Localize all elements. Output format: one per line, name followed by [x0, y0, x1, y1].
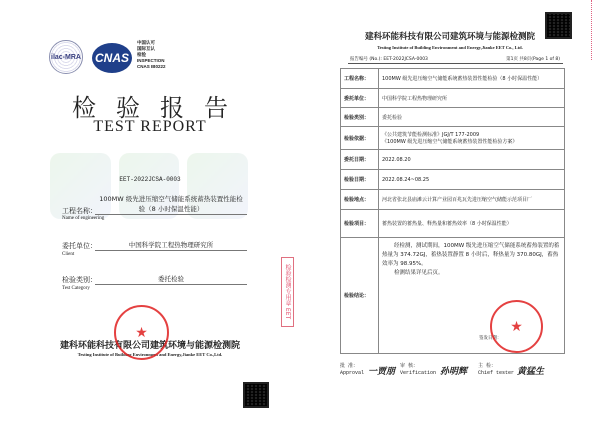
row-value: 蓄热装置的蓄热量、释热量和蓄热效率（8 小时保温性能） — [379, 210, 565, 238]
underline — [95, 250, 247, 251]
table-row — [341, 69, 565, 89]
client-value: 中国科学院工程热物理研究所 — [128, 241, 214, 249]
client-label: 委托单位： — [62, 242, 97, 250]
side-stamp-edge — [591, 0, 592, 60]
official-seal: ★ — [490, 300, 543, 353]
table-row — [341, 127, 565, 150]
report-number: 报告编号 (No.): EET-2022JCSA-0003 — [350, 57, 428, 62]
institute-name-en: Testing Institute of Building Environment and Energy,Jianke EET Co., Ltd. — [377, 45, 523, 50]
page-number: 第1页 共8页(Page 1 of 8) — [506, 57, 560, 62]
row-value: 2022.08.20 — [379, 150, 565, 170]
row-label: 检验日期： — [341, 170, 379, 190]
report-detail-page — [300, 0, 600, 423]
row-label: 工程名称： — [341, 69, 379, 89]
table-row — [341, 150, 565, 170]
category-label: 检验类别： — [62, 276, 97, 284]
institute-name-cn: 建科环能科技有限公司建筑环境与能源检测院 — [59, 341, 240, 351]
ilac-mra-logo: ilac-MRA — [49, 40, 83, 74]
project-value-line1: 100MW 级先进压缩空气储能系统蓄热装置性能检 — [99, 195, 243, 203]
table-row — [341, 170, 565, 190]
row-label: 委托日期： — [341, 150, 379, 170]
row-label: 检验依据： — [341, 127, 379, 150]
row-value: 河北省张北县庙滩云计算产业园百兆瓦先进压缩空气储能示范项目厂 — [379, 190, 565, 210]
institute-name-cn: 建科环能科技有限公司建筑环境与能源检测院 — [364, 32, 535, 42]
row-label: 检验类别： — [341, 108, 379, 127]
chief-tester-label: 主 检： Chief tester — [478, 363, 515, 376]
table-row — [341, 108, 565, 127]
row-label: 检验地点： — [341, 190, 379, 210]
category-value: 委托检验 — [158, 275, 184, 283]
project-label-en: Name of engineering — [62, 216, 105, 221]
cnas-logo: CNAS — [92, 43, 132, 73]
underline — [95, 284, 247, 285]
qr-code[interactable] — [243, 382, 269, 408]
underline — [95, 214, 247, 215]
row-value: 经检测，测试期间，100MW 级先进压缩空气储能系统蓄热装置的蓄热量为 374.72GJ，蓄热装置静置 8 小时后，释热量为 370.80GJ，蓄热效率为 98.95%。 检测结果详见后页。 签发日期： — [379, 238, 565, 354]
issue-date-label: 签发日期： — [479, 336, 502, 341]
table-row — [341, 89, 565, 108]
project-label: 工程名称： — [62, 207, 97, 215]
verification-label: 审 核： Verification — [400, 363, 437, 376]
side-stamp: 检验检测专用章 EET — [281, 257, 294, 327]
client-label-en: Client — [62, 252, 75, 257]
row-label: 委托单位： — [341, 89, 379, 108]
table-row — [341, 210, 565, 238]
category-label-en: Test Category — [62, 286, 90, 291]
approval-label: 批 准： Approval — [340, 363, 365, 376]
divider — [348, 63, 563, 64]
report-number: EET-2022JCSA-0003 — [119, 176, 181, 183]
row-label: 检验项目： — [341, 210, 379, 238]
official-seal: ★ — [114, 305, 169, 360]
table-row — [341, 190, 565, 210]
institute-name-en: Testing Institute of Building Environment and Energy,Jianke EET Co.,Ltd. — [77, 352, 223, 357]
row-value: 100MW 级先进压缩空气储能系统蓄热装置性能检验（8 小时保温性能） — [379, 69, 565, 89]
project-value-line2: 验（8 小时保温性能） — [138, 205, 204, 213]
row-value: 2022.08.24~08.25 — [379, 170, 565, 190]
chief-tester-signature: 黄猛生 — [517, 367, 545, 377]
row-value: 《公共建筑节能检测标准》JGJ/T 177-2009 《100MW 级先进压缩空气储能系统蓄热装置性能检验方案》 — [379, 127, 565, 150]
row-value: 委托检验 — [379, 108, 565, 127]
approval-signature: 一贾朋 — [368, 367, 396, 377]
title-en: TEST REPORT — [93, 118, 207, 135]
cnas-accreditation-text: 中国认可 国际互认 检验 INSPECTION CNAS IB0222 — [137, 40, 166, 69]
row-label: 检验结论： — [341, 238, 379, 354]
row-value: 中国科学院工程热物理研究所 — [379, 89, 565, 108]
title-cn: 检验报告 — [72, 94, 248, 122]
verification-signature: 孙明辉 — [440, 367, 468, 377]
